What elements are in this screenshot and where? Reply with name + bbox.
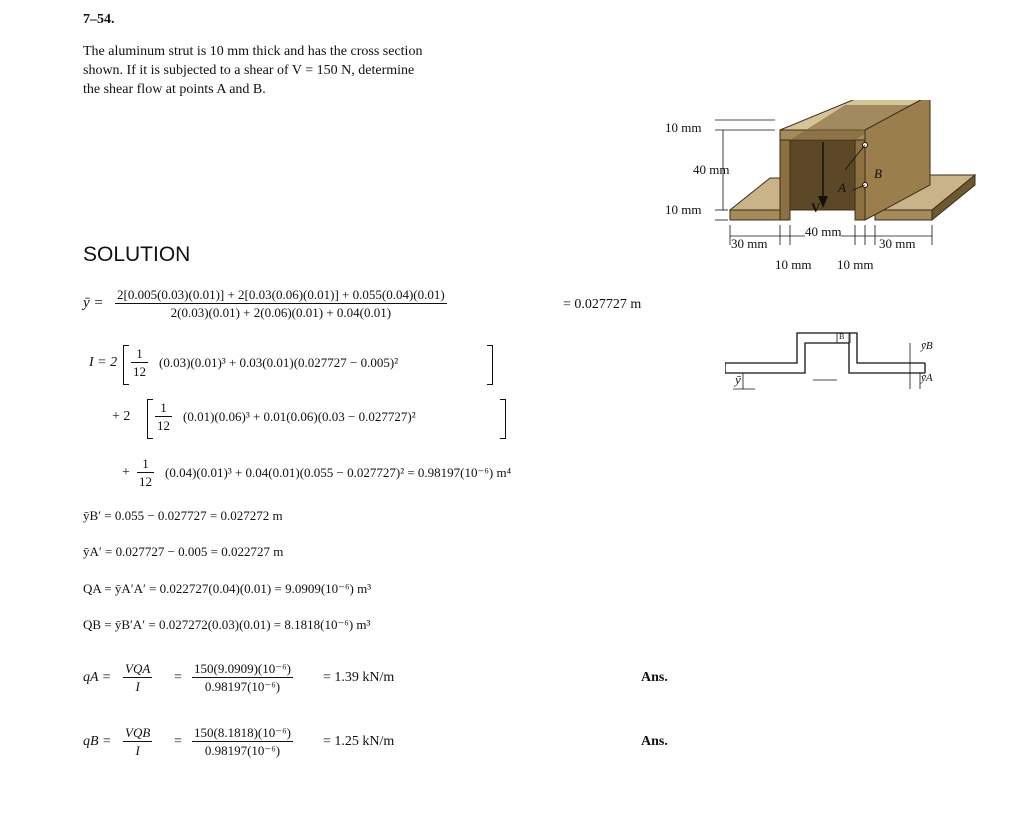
problem-text-line-2: shown. If it is subjected to a shear of V = 150 N, determine [83, 63, 415, 78]
ybar-fraction [115, 286, 447, 321]
twelfth-denominator: 12 [133, 364, 146, 379]
qb-lhs: qB = [83, 734, 112, 749]
dim-top-10mm: 10 mm [665, 120, 702, 135]
inertia-line3-twelfth [137, 455, 154, 490]
dim-40mm-vertical: 40 mm [693, 162, 730, 177]
cross-section-box-label: B [839, 332, 845, 341]
twelfth-numerator: 1 [160, 400, 167, 415]
inertia-line1-twelfth [131, 345, 148, 380]
qa-fraction-2 [192, 660, 293, 695]
qa-first-moment-equation: QA = ȳA′A′ = 0.022727(0.04)(0.01) = 9.0909(10⁻⁶) m³ [83, 581, 372, 596]
shear-v-label: V [811, 200, 821, 215]
qb-equals: = [174, 734, 182, 749]
qb-f2-numerator: 150(8.1818)(10⁻⁶) [194, 725, 291, 740]
inertia-line2-body: (0.01)(0.06)³ + 0.01(0.06)(0.03 − 0.027727)² [183, 409, 416, 424]
cross-section-ybar-label: ȳ [735, 372, 741, 387]
ybar-lhs: ȳ = [83, 295, 104, 311]
ya-prime-equation: ȳA′ = 0.027727 − 0.005 = 0.022727 m [83, 544, 284, 559]
dim-right-30mm: 30 mm [879, 236, 916, 251]
qa-result: = 1.39 kN/m [323, 670, 395, 685]
yb-prime-equation: ȳB′ = 0.055 − 0.027727 = 0.027272 m [83, 508, 283, 523]
solution-heading: SOLUTION [83, 243, 191, 266]
qa-lhs: qA = [83, 670, 112, 685]
inertia-line1-body: (0.03)(0.01)³ + 0.03(0.01)(0.027727 − 0.005)² [159, 355, 399, 370]
twelfth-numerator: 1 [142, 456, 149, 471]
problem-text-line-1: The aluminum strut is 10 mm thick and has the cross section [83, 44, 423, 59]
cross-section-yb-label: ȳB [921, 340, 933, 352]
inertia-line2-open-bracket [147, 399, 153, 439]
ybar-numerator: 2[0.005(0.03)(0.01)] + 2[0.03(0.06)(0.01)] + 0.055(0.04)(0.01) [117, 287, 445, 302]
dim-bottom-10mm: 10 mm [665, 202, 702, 217]
qb-result: = 1.25 kN/m [323, 734, 395, 749]
dim-10mm-under-right: 10 mm [837, 257, 874, 272]
qa-f1-numerator: VQA [125, 661, 151, 676]
strut-figure [660, 100, 990, 280]
inertia-line2-lhs: + 2 [112, 409, 131, 424]
dim-center-40mm: 40 mm [805, 224, 842, 239]
qa-fraction-1 [123, 660, 152, 695]
qa-f1-denominator: I [135, 679, 140, 694]
qa-f2-numerator: 150(9.0909)(10⁻⁶) [194, 661, 291, 676]
point-b-label: B [874, 166, 882, 181]
twelfth-denominator: 12 [139, 474, 152, 489]
inertia-line1-close-bracket [487, 345, 493, 385]
inertia-line3-body: (0.04)(0.01)³ + 0.04(0.01)(0.055 − 0.027727)² = 0.98197(10⁻⁶) m⁴ [165, 465, 512, 480]
inertia-line3-lhs: + [122, 465, 130, 480]
qb-answer-tag: Ans. [641, 734, 668, 749]
dim-10mm-under-left: 10 mm [775, 257, 812, 272]
qb-fraction-1 [123, 724, 152, 759]
twelfth-numerator: 1 [136, 346, 143, 361]
twelfth-denominator: 12 [157, 418, 170, 433]
qa-equals: = [174, 670, 182, 685]
qa-answer-tag: Ans. [641, 670, 668, 685]
cross-section-sketch [725, 325, 950, 395]
qb-f2-denominator: 0.98197(10⁻⁶) [204, 743, 281, 758]
point-a-label: A [838, 180, 846, 195]
ybar-denominator: 2(0.03)(0.01) + 2(0.06)(0.01) + 0.04(0.01) [170, 305, 392, 320]
inertia-line1-open-bracket [123, 345, 129, 385]
ybar-result: = 0.027727 m [563, 297, 642, 312]
qb-fraction-2 [192, 724, 293, 759]
problem-text-line-3: the shear flow at points A and B. [83, 82, 266, 97]
qb-f1-denominator: I [135, 743, 140, 758]
inertia-line1-lhs: I = 2 [89, 355, 118, 370]
qb-first-moment-equation: QB = ȳB′A′ = 0.027272(0.03)(0.01) = 8.1818(10⁻⁶) m³ [83, 617, 371, 632]
dim-left-30mm: 30 mm [731, 236, 768, 251]
inertia-line2-twelfth [155, 399, 172, 434]
qb-f1-numerator: VQB [125, 725, 151, 740]
qa-f2-denominator: 0.98197(10⁻⁶) [204, 679, 281, 694]
problem-number: 7–54. [83, 12, 115, 27]
inertia-line2-close-bracket [500, 399, 506, 439]
cross-section-ya-label: ȳA [921, 372, 933, 384]
